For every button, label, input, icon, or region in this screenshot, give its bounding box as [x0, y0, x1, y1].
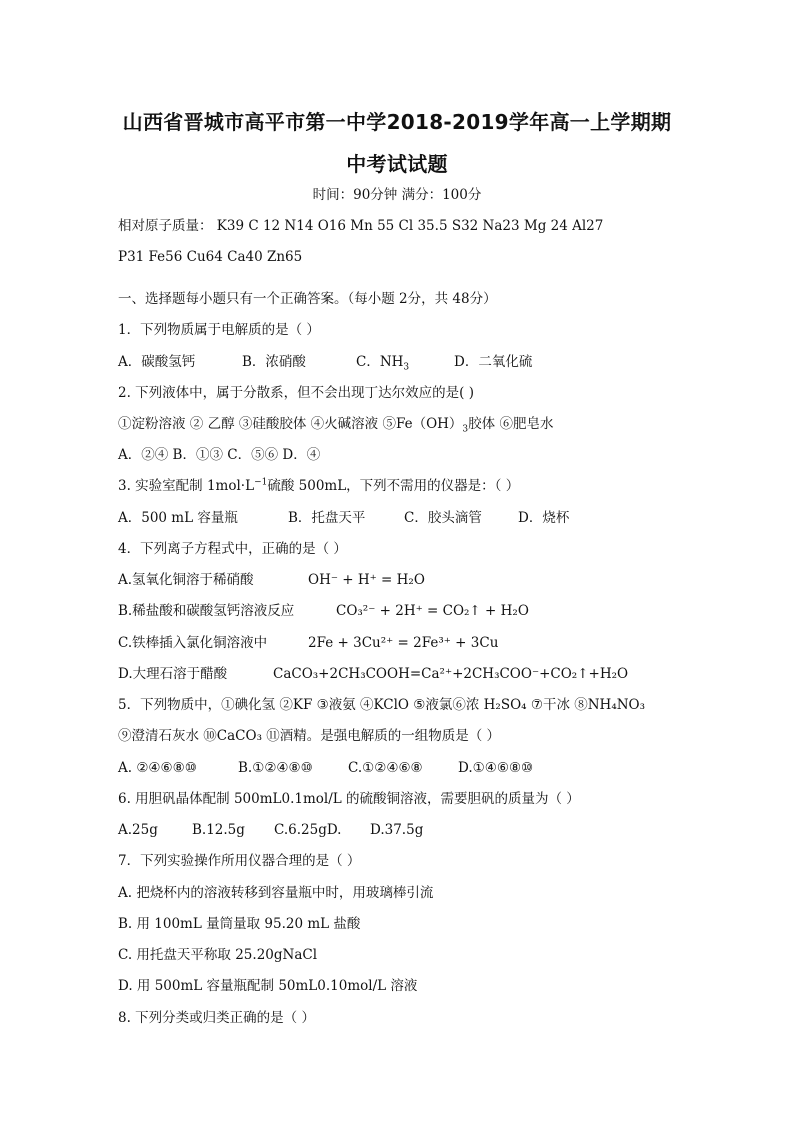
q1-options — [118, 353, 532, 371]
q3-option-d: D．烧杯 — [518, 510, 570, 526]
q5-option-d: D.①④⑥⑧⑩ — [458, 760, 534, 776]
q7-option-c: C. 用托盘天平称取 25.20gNaCl — [118, 947, 318, 963]
q7-option-d: D. 用 500mL 容量瓶配制 50mL0.10mol/L 溶液 — [118, 978, 418, 994]
q3-option-b: B．托盘天平 — [288, 510, 366, 526]
q1-option-b: B．浓硝酸 — [242, 354, 306, 370]
q4-option-c: C.铁棒插入氯化铜溶液中 2Fe + 3Cu²⁺ = 2Fe³⁺ + 3Cu — [118, 635, 499, 651]
q6-options — [118, 821, 423, 839]
q6-stem: 6. 用胆矾晶体配制 500mL0.1mol/L 的硫酸铜溶液，需要胆矾的质量为（ ） — [118, 791, 580, 807]
q6-option-c: C.6.25gD. — [274, 822, 342, 838]
q2-stem: 2. 下列液体中，属于分散系，但不会出现丁达尔效应的是( ) — [118, 385, 474, 401]
q1-stem: 1．下列物质属于电解质的是（ ） — [118, 322, 320, 338]
q4-option-a: A.氢氧化铜溶于稀硝酸 OH⁻ + H⁺ = H₂O — [118, 572, 425, 588]
time-info: 时间：90分钟 满分：100分 — [312, 187, 482, 203]
q3-stem: 3. 实验室配制 $1mol\cdot L^{-1}$硫酸 500mL，下列不需用的仪器是：（ ） — [118, 477, 520, 494]
q7-option-b: B. 用 100mL 量筒量取 95.20 mL 盐酸 — [118, 916, 361, 932]
q7-option-a: A. 把烧杯内的溶液转移到容量瓶中时，用玻璃棒引流 — [118, 885, 434, 901]
atomic-mass-line2: P31 Fe56 Cu64 Ca40 Zn65 — [118, 249, 303, 265]
q1-option-d: D．二氧化硫 — [454, 354, 533, 370]
q1-option-c: C．$NH_3$ — [356, 354, 410, 373]
q4-option-d: D.大理石溶于醋酸 CaCO₃+2CH₃COOH=Ca²⁺+2CH₃COO⁻+CO₂↑+H₂O — [118, 666, 629, 682]
q4-stem: 4．下列离子方程式中，正确的是（ ） — [118, 541, 347, 557]
q6-option-a: A.25g — [118, 822, 158, 838]
q5-option-b: B.①②④⑧⑩ — [238, 760, 313, 776]
exam-title-line2: 中考试试题 — [346, 152, 448, 176]
q6-option-d: D.37.5g — [370, 822, 424, 838]
q4-option-b: B.稀盐酸和碳酸氢钙溶液反应 CO₃²⁻ + 2H⁺ = CO₂↑ + H₂O — [118, 603, 529, 619]
q2-items: ①淀粉溶液 ② 乙醇 ③硅酸胶体 ④火碱溶液 $⑤Fe(OH)_3$胶体 ⑥肥皂水 — [118, 416, 554, 435]
q1-option-a: A．碳酸氢钙 — [118, 354, 196, 370]
q3-options — [118, 509, 569, 527]
q5-stem-line2: ⑨澄清石灰水 ⑩CaCO₃ ⑪酒精。是强电解质的一组物质是（ ） — [118, 728, 501, 744]
q3-option-c: C．胶头滴管 — [404, 510, 482, 526]
q5-options — [118, 759, 533, 777]
q5-option-a: A. ②④⑥⑧⑩ — [118, 760, 197, 776]
q3-option-a: A．500 mL 容量瓶 — [118, 510, 238, 526]
q8-stem: 8. 下列分类或归类正确的是（ ） — [118, 1010, 315, 1026]
q6-option-b: B.12.5g — [192, 822, 245, 838]
q7-stem: 7．下列实验操作所用仪器合理的是（ ） — [118, 853, 361, 869]
section1-heading: 一、选择题每小题只有一个正确答案。（每小题 2分，共 48分） — [118, 291, 497, 307]
exam-title-line1: 山西省晋城市高平市第一中学2018-2019学年高一上学期期 — [122, 110, 672, 134]
q5-stem-line1: 5．下列物质中，①碘化氢 ②KF ③液氨 ④KClO ⑤液氯⑥浓 H₂SO₄ ⑦干冰 ⑧NH₄NO₃ — [118, 697, 646, 713]
q5-option-c: C.①②④⑥⑧ — [348, 760, 423, 776]
atomic-mass-line1: 相对原子质量： K39 C 12 N14 O16 Mn 55 Cl 35.5 S32 Na23 Mg 24 Al27 — [118, 218, 604, 234]
q2-options: A．②④ B．①③ C．⑤⑥ D．④ — [118, 447, 321, 463]
